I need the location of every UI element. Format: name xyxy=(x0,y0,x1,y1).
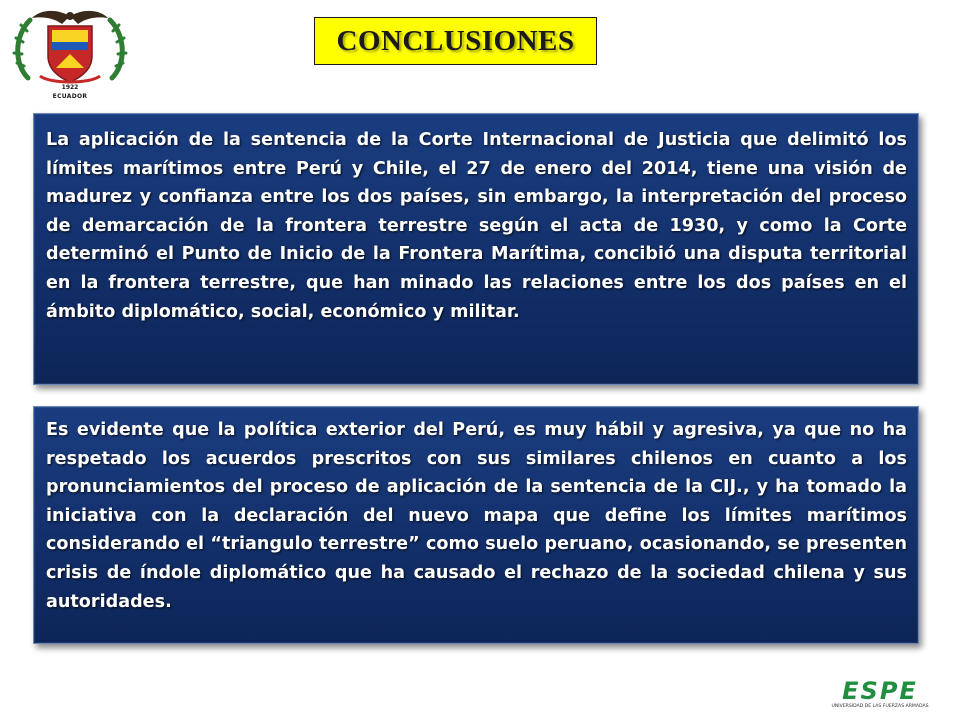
page-title: CONCLUSIONES xyxy=(336,24,575,57)
crest-country: ECUADOR xyxy=(52,93,88,100)
military-crest-logo xyxy=(10,6,130,106)
crest-year: 1922 xyxy=(61,84,79,91)
conclusion-paragraph-2: Es evidente que la política exterior del Perú, es muy hábil y agresiva, ya que no ha respetado los acuerdos prescritos con sus similares chilenos en cuanto a los pronunciamientos del proceso de aplicación de la sentencia de la CIJ., y ha tomado la iniciativa con la declaración del nuevo mapa que define los límites marítimos considerando el “triangulo terrestre” como suelo peruano, ocasionando, se presenten crisis de índole diplomático que ha causado el rechazo de la sociedad chilena y sus autoridades. xyxy=(33,406,919,644)
espe-university-logo xyxy=(824,677,936,712)
conclusion-paragraph-1: La aplicación de la sentencia de la Corte Internacional de Justicia que delimitó los límites marítimos entre Perú y Chile, el 27 de enero del 2014, tiene una visión de madurez y confianza entre los dos países, sin embargo, la interpretación del proceso de demarcación de la frontera terrestre según el acta de 1930, y como la Corte determinó el Punto de Inicio de la Frontera Marítima, concibió una disputa territorial en la frontera terrestre, que han minado las relaciones entre los dos países en el ámbito diplomático, social, económico y militar. xyxy=(33,113,919,385)
title-box xyxy=(314,17,597,65)
espe-logo-word: ESPE xyxy=(842,677,918,705)
crest-emblem-icon xyxy=(10,6,130,86)
espe-logo-subtitle: UNIVERSIDAD DE LAS FUERZAS ARMADAS xyxy=(831,704,929,709)
